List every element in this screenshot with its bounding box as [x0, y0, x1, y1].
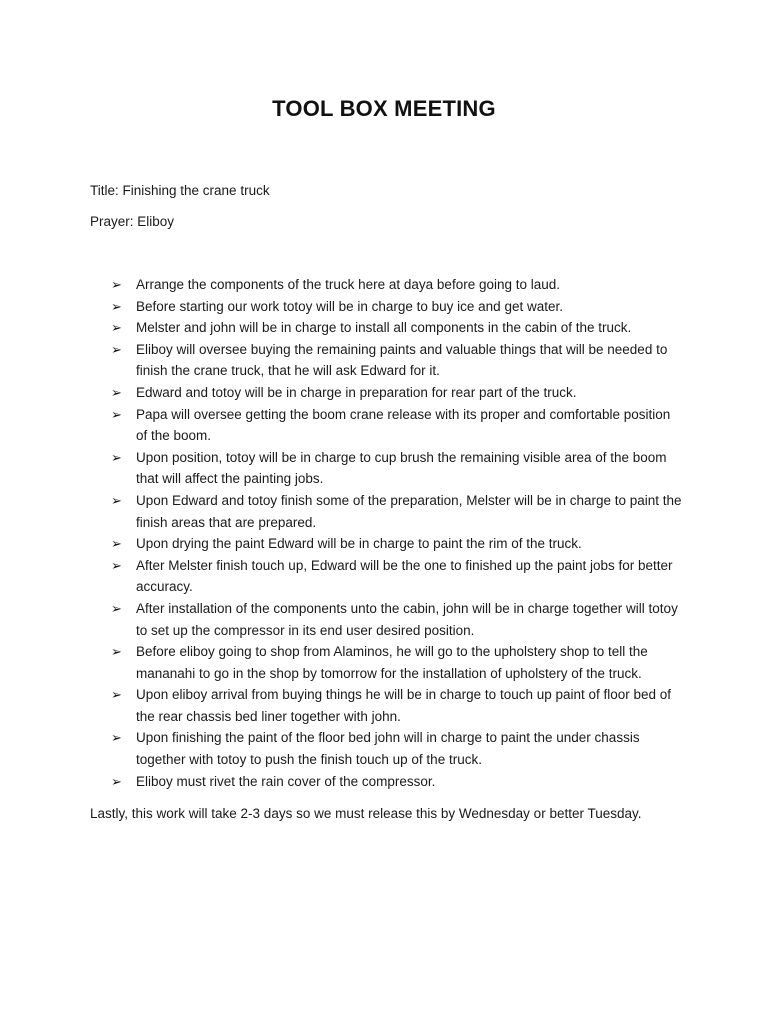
arrow-bullet-icon: ➢	[111, 557, 122, 573]
list-item-text: Melster and john will be in charge to install all components in the cabin of the truck.	[136, 320, 632, 336]
arrow-bullet-icon: ➢	[111, 449, 122, 465]
meeting-title-line: Title: Finishing the crane truck	[90, 183, 270, 198]
list-item	[0, 317, 684, 339]
list-item-text: Upon drying the paint Edward will be in charge to paint the rim of the truck.	[136, 536, 582, 552]
arrow-bullet-icon: ➢	[111, 536, 122, 552]
list-item-text: Before starting our work totoy will be in charge to buy ice and get water.	[136, 298, 563, 314]
arrow-bullet-icon: ➢	[111, 277, 122, 292]
arrow-bullet-icon: ➢	[111, 600, 122, 616]
list-item	[0, 296, 684, 318]
arrow-bullet-icon: ➢	[111, 492, 122, 508]
list-item-text: Upon position, totoy will be in charge to cup brush the remaining visible area of the boom that will affect the painting jobs.	[136, 449, 667, 487]
prayer-line: Prayer: Eliboy	[90, 214, 175, 229]
list-item-text: Papa will oversee getting the boom crane release with its proper and comfortable position of the boom.	[136, 406, 671, 444]
arrow-bullet-icon: ➢	[111, 298, 122, 314]
arrow-bullet-icon: ➢	[111, 730, 122, 746]
closing-paragraph: Lastly, this work will take 2-3 days so we must release this by Wednesday or better Tuesday.	[90, 806, 642, 821]
list-item	[0, 382, 684, 404]
list-item-text: Upon Edward and totoy finish some of the preparation, Melster will be in charge to paint the finish areas that are prepared.	[136, 492, 682, 530]
arrow-bullet-icon: ➢	[111, 384, 122, 400]
list-item-text: After installation of the components unto the cabin, john will be in charge together will totoy to set up the compressor in its end user desired position.	[136, 600, 678, 638]
list-item	[0, 555, 684, 598]
list-item	[0, 447, 684, 490]
list-item	[0, 490, 684, 533]
list-item	[0, 727, 684, 770]
list-item	[0, 684, 684, 727]
task-list	[0, 274, 768, 792]
arrow-bullet-icon: ➢	[111, 773, 122, 789]
arrow-bullet-icon: ➢	[111, 687, 122, 703]
list-item	[0, 598, 684, 641]
list-item	[0, 404, 684, 447]
arrow-bullet-icon: ➢	[111, 320, 122, 336]
list-item-text: Upon eliboy arrival from buying things he will be in charge to touch up paint of floor bed of the rear chassis bed liner together with john.	[136, 687, 672, 724]
arrow-bullet-icon: ➢	[111, 341, 122, 357]
arrow-bullet-icon: ➢	[111, 644, 122, 660]
list-item	[0, 274, 684, 296]
list-item	[0, 641, 684, 684]
list-item-text: Eliboy must rivet the rain cover of the compressor.	[136, 773, 436, 789]
list-item-text: Edward and totoy will be in charge in preparation for rear part of the truck.	[136, 384, 577, 400]
arrow-bullet-icon: ➢	[111, 406, 122, 422]
list-item	[0, 771, 684, 793]
list-item-text: After Melster finish touch up, Edward will be the one to finished up the paint jobs for better accuracy.	[136, 557, 673, 595]
list-item-text: Eliboy will oversee buying the remaining paints and valuable things that will be needed to finish the crane truck, that he will ask Edward for it.	[136, 341, 668, 379]
list-item	[0, 533, 684, 555]
document-title: TOOL BOX MEETING	[272, 96, 496, 121]
list-item	[0, 339, 684, 382]
list-item-text: Arrange the components of the truck here at daya before going to laud.	[136, 277, 561, 292]
list-item-text: Upon finishing the paint of the floor bed john will in charge to paint the under chassis together with totoy to push the finish touch up of the truck.	[136, 730, 640, 768]
list-item-text: Before eliboy going to shop from Alaminos, he will go to the upholstery shop to tell the mananahi to go in the shop by tomorrow for the installation of upholstery of the truck.	[136, 644, 648, 681]
